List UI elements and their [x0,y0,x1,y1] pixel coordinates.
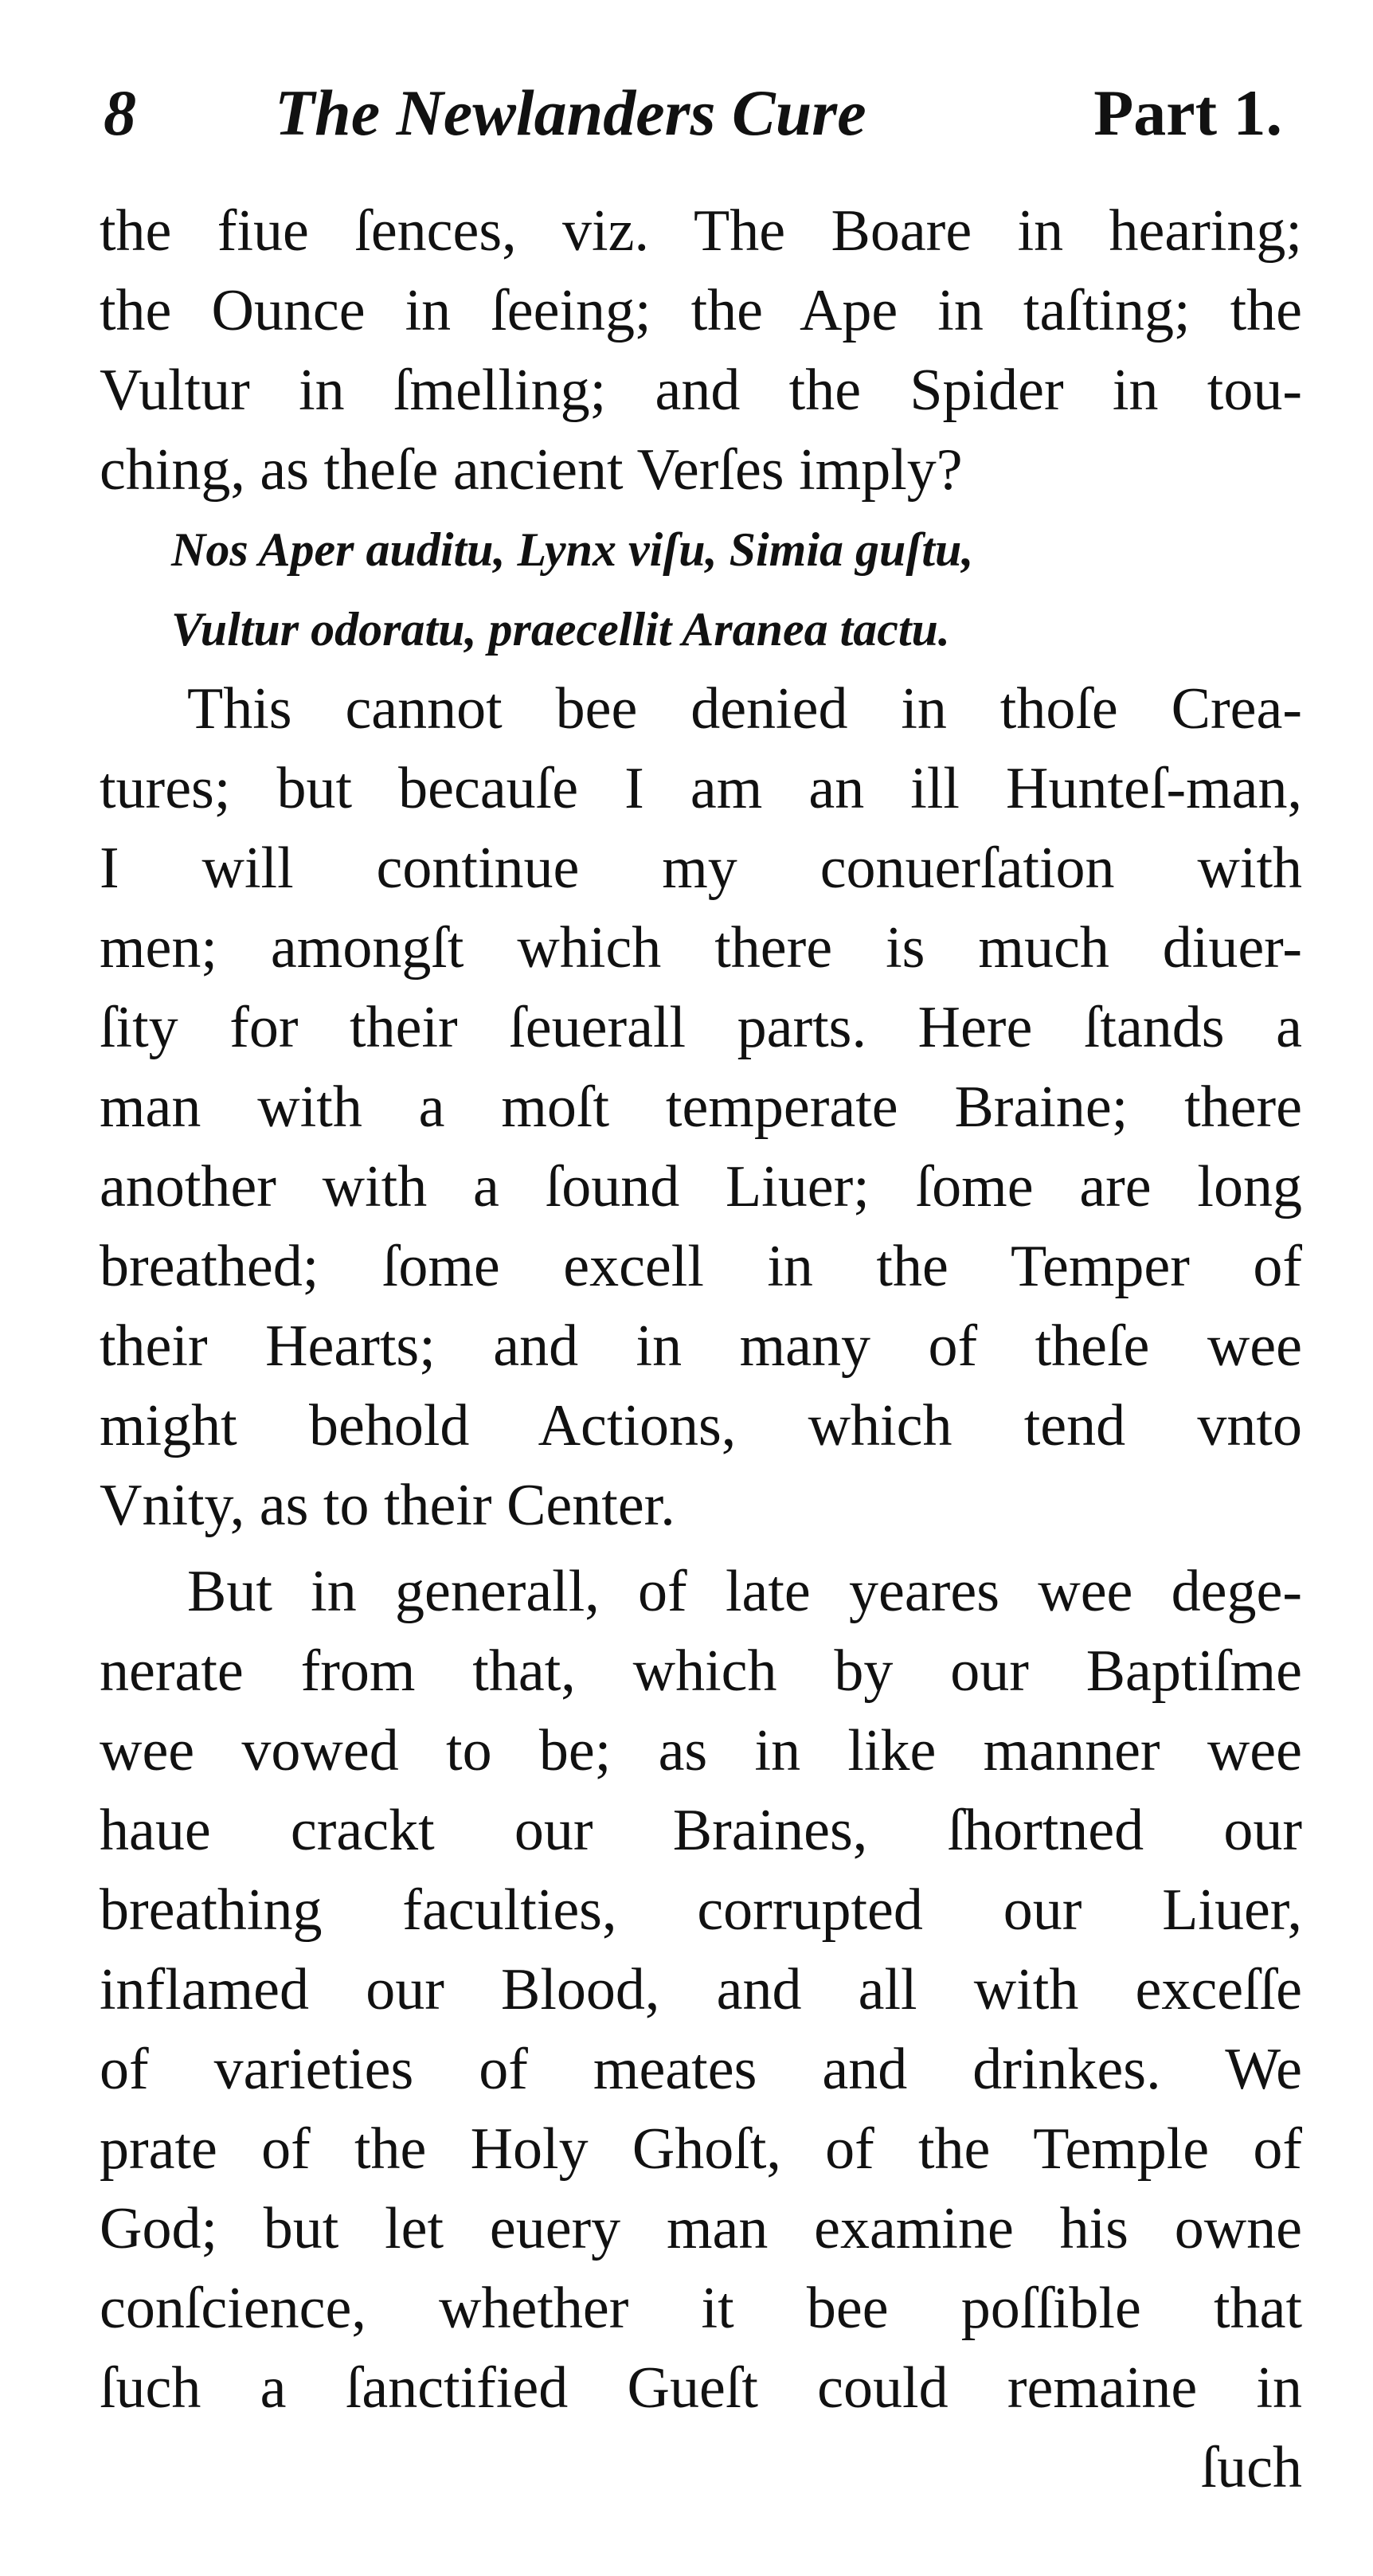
text-line: men; amongſt which there is much diuer- [100,915,1302,981]
text-line: God; but let euery man examine his owne [100,2196,1302,2261]
text-line: might behold Actions, which tend vnto [100,1393,1302,1458]
text-line: man with a moſt temperate Braine; there [100,1075,1302,1140]
text-line: Vultur in ſmelling; and the Spider in tou- [100,358,1302,423]
text-line: another with a ſound Liuer; ſome are long [100,1154,1302,1219]
text-line: breathed; ſome excell in the Temper of [100,1234,1302,1299]
text-line: But in generall, of late yeares wee dege- [187,1559,1302,1624]
body-text [100,191,1302,2507]
latin-verse-line: Nos Aper auditu, Lynx viſu, Simia guſtu, [171,523,974,576]
text-line: of varieties of meates and drinkes. We [100,2037,1302,2102]
text-line: This cannot bee denied in thoſe Crea- [187,676,1302,742]
text-line: nerate from that, which by our Baptiſme [100,1638,1302,1704]
text-line: breathing faculties, corrupted our Liuer, [100,1877,1302,1943]
text-line: ſuch a ſanctified Gueſt could remaine in [100,2355,1302,2421]
text-line: inflamed our Blood, and all with exceſſe [100,1957,1302,2022]
latin-verse-line: Vultur odoratu, praecellit Aranea tactu. [171,603,950,656]
text-line: ching, as theſe ancient Verſes imply? [100,437,963,503]
text-line: Vnity, as to their Center. [100,1473,675,1538]
part-label: Part 1. [1093,76,1282,149]
text-line: the Ounce in ſeeing; the Ape in taſting; the [100,278,1302,343]
text-line: haue crackt our Braines, ſhortned our [100,1798,1302,1863]
page-number: 8 [104,76,136,149]
text-line: I will continue my conuerſation with [100,836,1302,901]
running-title: The Newlanders Cure [275,76,866,149]
page-header [104,76,1282,171]
text-line: the fiue ſences, viz. The Boare in hearing; [100,198,1302,264]
catchword: ſuch [1200,2435,1302,2500]
text-line: tures; but becauſe I am an ill Hunteſ-man, [100,756,1302,821]
text-line: ſity for their ſeuerall parts. Here ſtands a [100,995,1302,1060]
text-line: their Hearts; and in many of theſe wee [100,1313,1302,1379]
text-line: conſcience, whether it bee poſſible that [100,2276,1302,2341]
text-line: wee vowed to be; as in like manner wee [100,1718,1302,1783]
text-line: prate of the Holy Ghoſt, of the Temple of [100,2116,1302,2182]
